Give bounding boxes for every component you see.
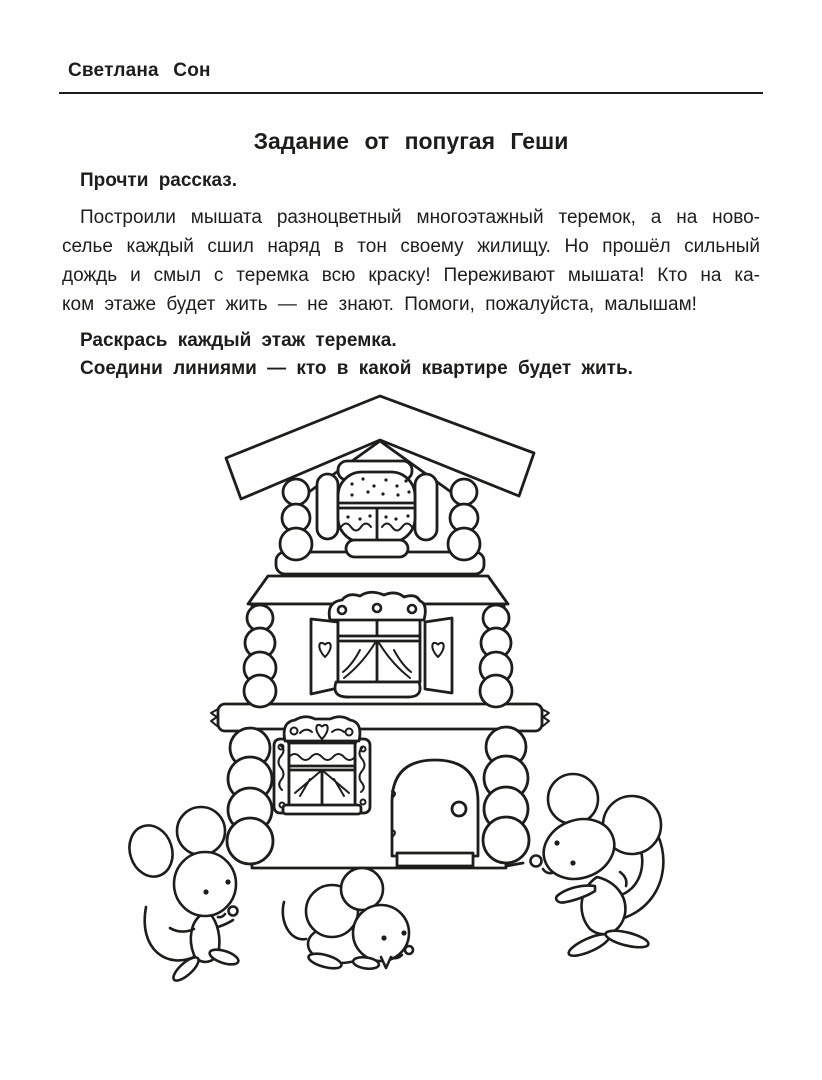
mouse-eye xyxy=(554,840,559,845)
door-knob xyxy=(452,802,466,816)
author-name: Светлана Сон xyxy=(68,60,211,81)
mouse-nose xyxy=(405,946,413,954)
story-line: Построили мышата разноцветный многоэтажный теремок, а на ново- xyxy=(80,207,760,228)
mouse-paw xyxy=(381,957,391,968)
mouse-eye xyxy=(401,930,406,935)
mouse-nose xyxy=(531,856,542,867)
instruction-color: Раскрась каждый этаж теремка. xyxy=(80,330,397,351)
carved-post-right xyxy=(355,739,370,813)
story-paragraph xyxy=(62,203,760,319)
mouse-eye xyxy=(381,935,386,940)
story-line: ком этаже будет жить — не знают. Помоги, пожалуйста, малышам! xyxy=(62,294,697,315)
mouse-ear xyxy=(548,774,598,824)
mouse-ear xyxy=(177,807,225,855)
page-title: Задание от попугая Геши xyxy=(253,128,569,154)
mouse-crawling-center xyxy=(283,868,413,971)
mouse-ear xyxy=(123,820,179,882)
mouse-eye xyxy=(570,860,575,865)
story-line: дождь и смыл с теремка всю краску! Переживают мышата! Кто на ка- xyxy=(62,265,760,286)
story-line: селье каждый сшил наряд в тон своему жилищу. Но прошёл сильный xyxy=(62,236,760,257)
mouse-standing-left xyxy=(123,807,240,984)
task-instructions xyxy=(80,327,633,383)
teremok-illustration xyxy=(0,380,822,1080)
mouse-tail xyxy=(145,907,196,960)
mouse-foot xyxy=(208,947,240,968)
mouse-tail xyxy=(283,902,306,939)
mouse-head xyxy=(353,905,409,961)
mouse-mouth xyxy=(218,914,225,917)
mouse-standing-right xyxy=(531,774,664,960)
mouse-eye xyxy=(225,879,230,884)
mouse-nose xyxy=(229,907,238,916)
mouse-eye xyxy=(203,889,208,894)
intro-line: Прочти рассказ. xyxy=(80,170,238,191)
mouse-foot xyxy=(604,927,650,950)
header-rule xyxy=(59,92,763,94)
ground-floor-window xyxy=(274,717,370,814)
mouse-arm xyxy=(620,872,626,886)
door-step xyxy=(397,853,473,866)
window-sill xyxy=(335,682,420,697)
teremok-house xyxy=(211,396,549,868)
window-sill xyxy=(283,805,361,814)
instruction-connect: Соедини линиями — кто в какой квартире будет жить. xyxy=(80,358,633,379)
arched-door xyxy=(392,760,478,866)
mouse-ear xyxy=(341,868,383,910)
